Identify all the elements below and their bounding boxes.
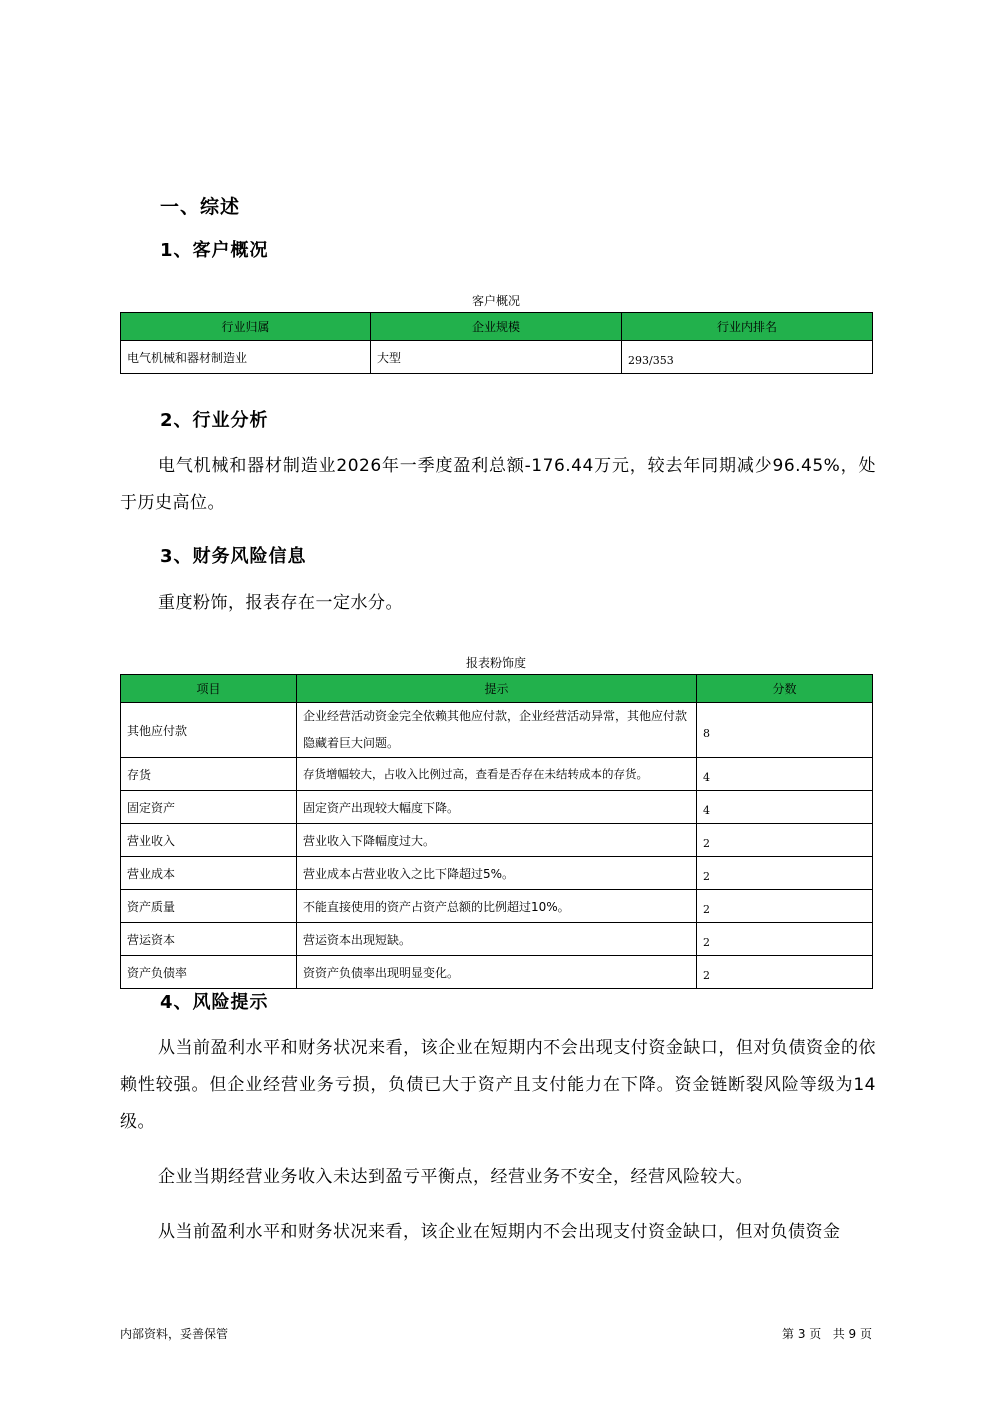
table-row — [121, 791, 873, 824]
subheading-customer-overview: 1、客户概况 — [160, 240, 269, 261]
cell-item: 资产负债率 — [121, 956, 297, 989]
risk-paragraph: 从当前盈利水平和财务状况来看，该企业在短期内不会出现支付资金缺口，但对负债资金的依赖性较强。但企业经营业务亏损，负债已大于资产且支付能力在下降。资金链断裂风险等级为14级。 — [120, 1038, 876, 1132]
cell-item: 固定资产 — [121, 791, 297, 824]
table-row — [121, 703, 873, 758]
cell-score: 4 — [697, 791, 873, 824]
cell-tip: 不能直接使用的资产占资产总额的比例超过10%。 — [297, 890, 697, 923]
industry-analysis-paragraph: 电气机械和器材制造业2026年一季度盈利总额-176.44万元，较去年同期减少96.45%，处于历史高位。 — [120, 456, 876, 513]
cell-item: 其他应付款 — [121, 703, 297, 758]
table-header-row — [121, 675, 873, 703]
customer-table-caption: 客户概况 — [471, 294, 520, 308]
table-row — [121, 341, 873, 374]
table-header-row — [121, 313, 873, 341]
cell-industry: 电气机械和器材制造业 — [121, 341, 371, 374]
header-item: 项目 — [121, 675, 297, 703]
table-row — [121, 890, 873, 923]
cell-tip: 营运资本出现短缺。 — [297, 923, 697, 956]
cell-score: 2 — [697, 824, 873, 857]
cell-item: 存货 — [121, 758, 297, 791]
cell-tip: 资资产负债率出现明显变化。 — [297, 956, 697, 989]
cell-item: 营业收入 — [121, 824, 297, 857]
subheading-financial-risk: 3、财务风险信息 — [160, 546, 307, 567]
whitewash-table — [120, 674, 873, 989]
risk-paragraph: 企业当期经营业务收入未达到盈亏平衡点，经营业务不安全，经营风险较大。 — [158, 1167, 753, 1187]
cell-tip: 营业收入下降幅度过大。 — [297, 824, 697, 857]
cell-scale: 大型 — [371, 341, 622, 374]
table-row — [121, 857, 873, 890]
cell-tip: 企业经营活动资金完全依赖其他应付款，企业经营活动异常，其他应付款隐藏着巨大问题。 — [297, 703, 697, 758]
header-tip: 提示 — [297, 675, 697, 703]
cell-score: 2 — [697, 890, 873, 923]
section-heading-overview: 一、综述 — [160, 196, 241, 218]
cell-item: 营运资本 — [121, 923, 297, 956]
header-rank: 行业内排名 — [622, 313, 873, 341]
cell-tip: 存货增幅较大，占收入比例过高，查看是否存在未结转成本的存货。 — [297, 758, 697, 791]
whitewash-table-caption: 报表粉饰度 — [465, 656, 526, 670]
subheading-industry-analysis: 2、行业分析 — [160, 410, 269, 431]
customer-overview-table — [120, 312, 873, 374]
table-row — [121, 956, 873, 989]
page-number: 第 3 页 共 9 页 — [782, 1327, 872, 1341]
header-score: 分数 — [697, 675, 873, 703]
cell-score: 8 — [697, 703, 873, 758]
cell-score: 4 — [697, 758, 873, 791]
cell-item: 资产质量 — [121, 890, 297, 923]
cell-rank: 293/353 — [622, 341, 873, 374]
cell-item: 营业成本 — [121, 857, 297, 890]
subheading-risk-warning: 4、风险提示 — [160, 992, 269, 1013]
cell-score: 2 — [697, 857, 873, 890]
cell-tip: 营业成本占营业收入之比下降超过5%。 — [297, 857, 697, 890]
footer-note: 内部资料，妥善保管 — [120, 1327, 229, 1341]
risk-paragraph: 从当前盈利水平和财务状况来看，该企业在短期内不会出现支付资金缺口，但对负债资金 — [158, 1222, 841, 1242]
table-row — [121, 923, 873, 956]
cell-tip: 固定资产出现较大幅度下降。 — [297, 791, 697, 824]
table-row — [121, 758, 873, 791]
cell-score: 2 — [697, 956, 873, 989]
header-industry: 行业归属 — [121, 313, 371, 341]
cell-score: 2 — [697, 923, 873, 956]
header-scale: 企业规模 — [371, 313, 622, 341]
table-row — [121, 824, 873, 857]
financial-risk-paragraph: 重度粉饰，报表存在一定水分。 — [158, 593, 403, 613]
